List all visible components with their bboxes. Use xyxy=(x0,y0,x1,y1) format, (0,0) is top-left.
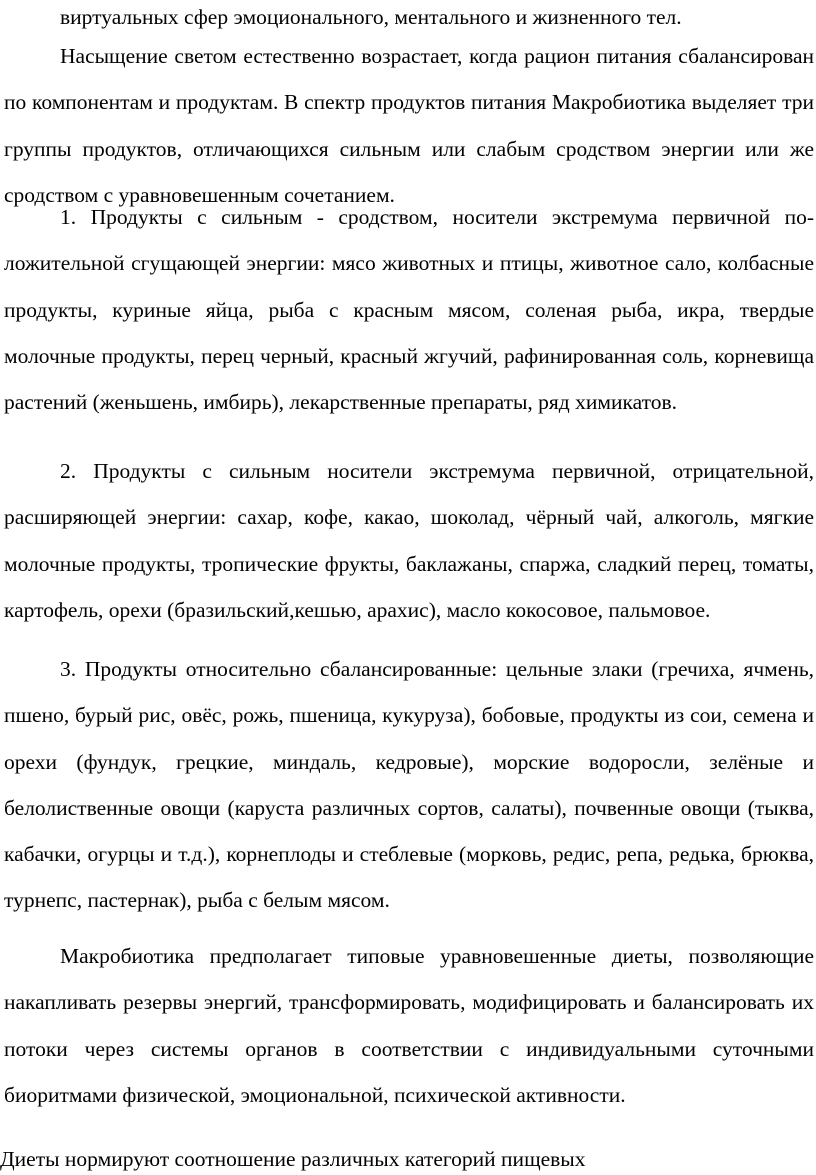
paragraph-text: Макробиотика предполагает типовые уравновешенные диеты, позволяющие накапливать резервы энергий, трансформировать, модифицировать и балансировать их потоки через системы органов в соответствии с индивидуальными суточными биоритмами физической, эмоциональной, психической активности. xyxy=(4,944,814,1107)
list-item-number: 3. xyxy=(60,657,77,681)
paragraph-light-saturation xyxy=(4,33,814,218)
paragraph-text: Насыщение светом естественно возрастает, когда рацион питания сбалансирован по компонентам и продуктам. В спектр продуктов питания Макробиотика выделяет три группы продуктов, отличающихся сильным или слабым сродством энергии или же сродством с уравновешенным сочетанием. xyxy=(4,44,814,207)
paragraph-text: виртуальных сфер эмоционального, ментального и жизненного тел. xyxy=(60,5,682,29)
list-item-3 xyxy=(4,646,814,924)
list-item-body xyxy=(4,646,814,924)
list-item-2 xyxy=(4,448,814,633)
paragraph-diets-norm xyxy=(0,1136,810,1175)
paragraph-macrobiotics-diets xyxy=(4,933,814,1118)
list-item-text: Продукты относительно сбалансированные: цельные злаки (гречиха, ячмень, пшено, бурый рис, овёс, рожь, пшеница, кукуруза), бобовые, продукты из сои, семена и орехи (фундук, грецкие, миндаль, кедровые), морские водоросли, зелёные и белолиственные овощи (каруста различных сортов, салаты), почвенные овощи (тыква, кабачки, огурцы и т.д.), корнеплоды и стеблевые (морковь, редис, репа, редька, брюква, турнепс, пастернак), рыба с белым мясом. xyxy=(4,657,815,913)
list-item-body xyxy=(4,448,814,633)
list-item-text: Продукты с сильным - сродством, носители экстремума первичной по-ложительной сгущающей энергии: мясо животных и птицы, животное сало, колбасные продукты, куриные яйца, рыба с красным мясом, соленая рыба, икра, твердые молочные продукты, перец черный, красный жгучий, рафинированная соль, корневища растений (женьшень, имбирь), лекарственные препараты, ряд химикатов. xyxy=(4,205,815,415)
list-item-number: 1. xyxy=(60,205,77,229)
list-item-body xyxy=(4,194,814,425)
paragraph-text: Диеты нормируют соотношение различных категорий пищевых xyxy=(0,1147,586,1171)
list-item-text: Продукты с сильным носители экстремума первичной, отрицательной, расширяющей энергии: сахар, кофе, какао, шоколад, чёрный чай, алкоголь, мягкие молочные продукты, тропические фрукты, баклажаны, спаржа, сладкий перец, томаты, картофель, орехи (бразильский,кешью, арахис), масло кокосовое, пальмовое. xyxy=(4,459,815,622)
list-item-number: 2. xyxy=(60,459,77,483)
list-item-1 xyxy=(4,194,814,425)
